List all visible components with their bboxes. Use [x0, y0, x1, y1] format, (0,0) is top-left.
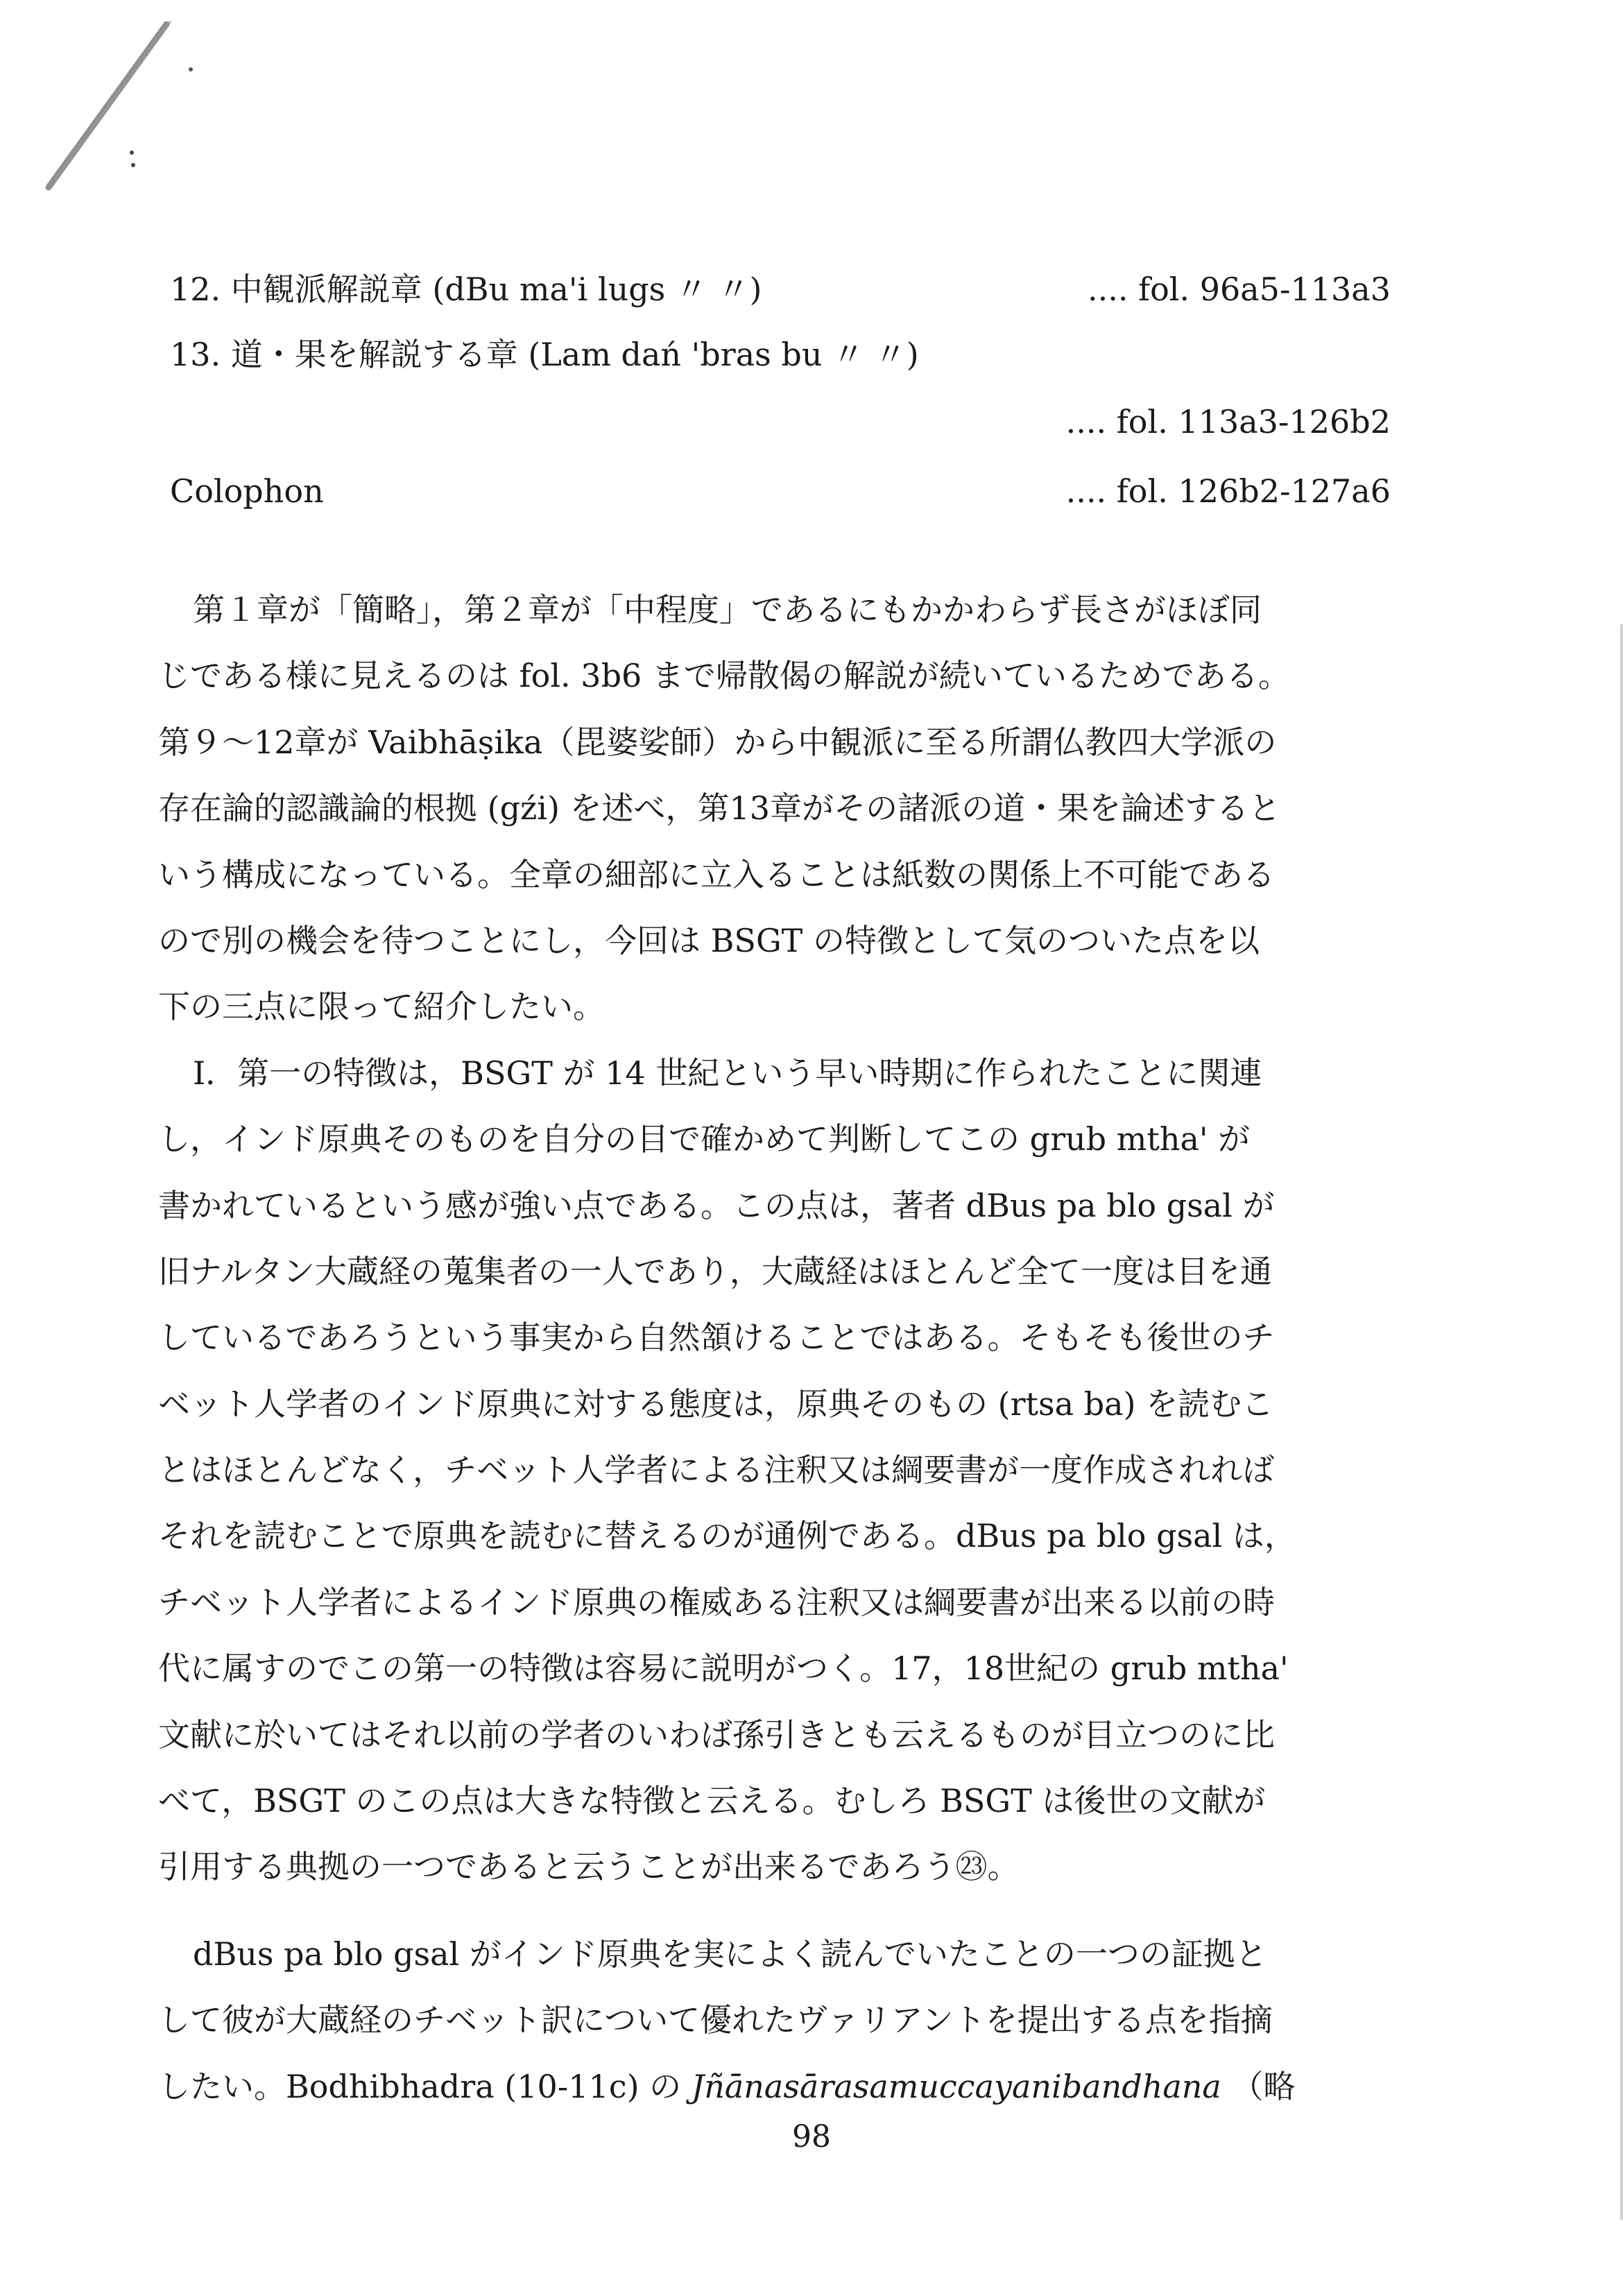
text-segment: したい。Bodhibhadra (10-11c) の — [158, 2067, 692, 2105]
toc-row-13-folio — [170, 387, 1391, 456]
scan-edge-shadow — [1620, 624, 1623, 2220]
toc-row-12 — [170, 257, 1391, 322]
italic-title: Jñānasārasamuccayanibandhana — [691, 2067, 1221, 2105]
text-line: とはほとんどなく，チベット人学者による注釈又は綱要書が一度作成されれば — [158, 1451, 1275, 1489]
toc-label: 13. 道・果を解説する章 (Lam dań 'bras bu 〃 〃) — [170, 336, 919, 373]
text-line: 旧ナルタン大蔵経の蒐集者の一人であり，大蔵経はほとんど全て一度は目を通 — [158, 1252, 1272, 1290]
toc-folio: .... fol. 96a5-113a3 — [1087, 271, 1391, 308]
text-line: 代に属すのでこの第一の特徴は容易に説明がつく。17，18世紀の grub mtha' — [158, 1650, 1289, 1688]
page-number: 98 — [792, 2119, 831, 2154]
text-line-last — [158, 2054, 1400, 2120]
toc-row-colophon — [170, 456, 1391, 526]
text-line: 文献に於いてはそれ以前の学者のいわば孫引きとも云えるものが目立つのに比 — [158, 1715, 1275, 1754]
toc-label: Colophon — [170, 472, 324, 510]
scan-pencil-mark — [28, 14, 208, 194]
text-line: べて，BSGT のこの点は大きな特徴と云える。むしろ BSGT は後世の文献が — [158, 1782, 1266, 1820]
text-line: 存在論的認識論的根拠 (gźi) を述べ，第13章がその諸派の道・果を論述すると — [158, 789, 1281, 828]
text-line: ので別の機会を待つことにし，今回は BSGT の特徴として気のついた点を以 — [158, 921, 1260, 959]
text-line: ベット人学者のインド原典に対する態度は，原典そのもの (rtsa ba) を読むこ — [158, 1385, 1274, 1423]
text-line: じである様に見えるのは fol. 3b6 まで帰散偈の解説が続いているためである。 — [158, 657, 1290, 695]
text-line: Ⅰ．第一の特徴は，BSGT が 14 世紀という早い時期に作られたことに関連 — [193, 1054, 1262, 1092]
text-line: それを読むことで原典を読むに替えるのが通例である。dBus pa blo gsal は， — [158, 1517, 1296, 1555]
text-line: dBus pa blo gsal がインド原典を実によく読んでいたことの一つの証拠と — [193, 1935, 1267, 1973]
toc-row-13 — [170, 322, 1391, 387]
toc-label: 12. 中観派解説章 (dBu ma'i lugs 〃 〃) — [170, 271, 762, 308]
body-text — [158, 577, 1400, 2120]
text-line: チベット人学者によるインド原典の権威ある注釈又は綱要書が出来る以前の時 — [158, 1583, 1275, 1621]
text-line: 引用する典拠の一つであると云うことが出来るであろう㉓。 — [158, 1848, 1020, 1886]
text-line: して彼が大蔵経のチベット訳について優れたヴァリアントを提出する点を指摘 — [158, 2001, 1273, 2039]
text-line: 下の三点に限って紹介したい。 — [158, 988, 605, 1026]
text-line: 第１章が「簡略」，第２章が「中程度」であるにもかかわらず長さがほぼ同 — [193, 591, 1262, 628]
text-line: 第９～12章が Vaibhāṣika（毘婆娑師）から中観派に至る所謂仏教四大学派の — [158, 723, 1277, 761]
text-line: いう構成になっている。全章の細部に立入ることは紙数の関係上不可能である — [158, 855, 1275, 893]
table-of-contents — [170, 257, 1391, 526]
text-line: し，インド原典そのものを自分の目で確かめて判断してこの grub mtha' が — [158, 1120, 1251, 1158]
text-segment: （略 — [1231, 2067, 1296, 2105]
toc-folio: .... fol. 126b2-127a6 — [1065, 472, 1391, 510]
toc-folio: .... fol. 113a3-126b2 — [1065, 403, 1391, 440]
text-line: 書かれているという感が強い点である。この点は，著者 dBus pa blo gsal が — [158, 1186, 1275, 1224]
text-line: しているであろうという事実から自然頷けることではある。そもそも後世のチ — [158, 1319, 1275, 1357]
